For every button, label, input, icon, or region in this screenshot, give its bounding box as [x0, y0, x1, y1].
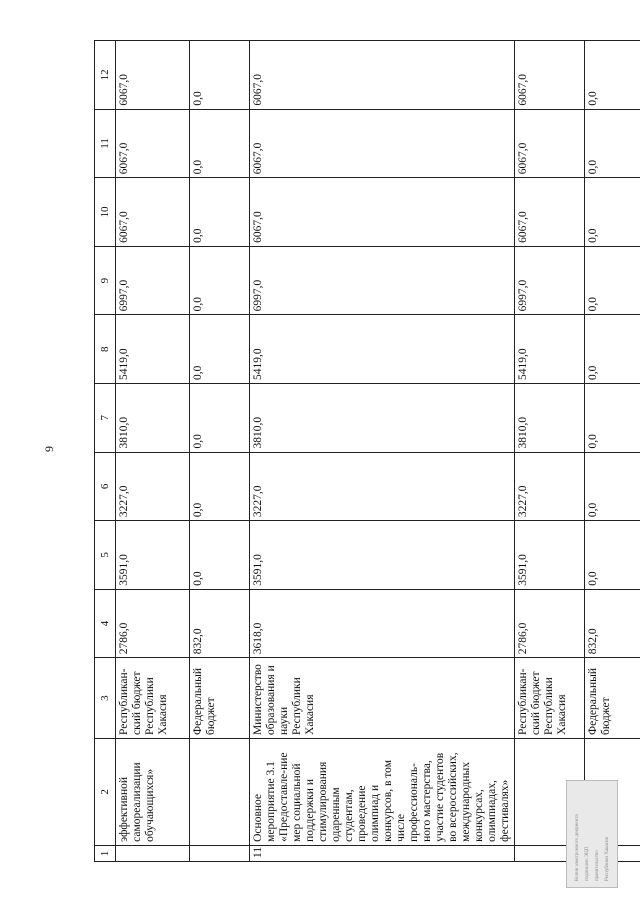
table-cell: 6067,0	[250, 109, 515, 178]
table-cell	[116, 845, 190, 861]
column-header: 4	[95, 589, 116, 658]
table-cell: 3591,0	[116, 521, 190, 590]
table-cell: 3810,0	[250, 383, 515, 452]
table-cell: 0,0	[190, 41, 250, 110]
table-row	[250, 41, 515, 862]
table-cell: 3618,0	[250, 589, 515, 658]
table-cell: 6067,0	[250, 178, 515, 247]
table-cell: 5419,0	[515, 315, 585, 384]
table-cell: 2786,0	[116, 589, 190, 658]
table-cell: 0,0	[190, 109, 250, 178]
table-cell: 6067,0	[250, 41, 515, 110]
table-cell: 6997,0	[515, 246, 585, 315]
table-cell: 0,0	[190, 383, 250, 452]
table-cell: 5419,0	[116, 315, 190, 384]
table-cell: 3227,0	[250, 452, 515, 521]
table-cell: 0,0	[585, 452, 640, 521]
header-row	[95, 41, 116, 862]
table-row	[116, 41, 190, 862]
column-header: 6	[95, 452, 116, 521]
table-cell: 3227,0	[515, 452, 585, 521]
table-cell: 3227,0	[116, 452, 190, 521]
column-header: 11	[95, 109, 116, 178]
table-cell: 6067,0	[515, 178, 585, 247]
column-header: 10	[95, 178, 116, 247]
page-number: 9	[42, 446, 56, 452]
column-header: 1	[95, 845, 116, 861]
table-cell: 0,0	[585, 109, 640, 178]
table-row	[190, 41, 250, 862]
table-cell: Республикан-ский бюджет Республики Хакасия	[116, 658, 190, 739]
column-header: 2	[95, 738, 116, 845]
table-cell	[190, 738, 250, 845]
rotated-table-container	[94, 40, 630, 862]
table-cell: 0,0	[190, 246, 250, 315]
table-cell: Федеральный бюджет	[585, 658, 640, 739]
table-cell: Республикан-ский бюджет Республики Хакасия	[515, 658, 585, 739]
table-cell	[190, 845, 250, 861]
table-cell: эффективной самореализации обучающихся»	[116, 738, 190, 845]
column-header: 7	[95, 383, 116, 452]
table-cell: 6067,0	[116, 109, 190, 178]
table-body	[116, 41, 640, 862]
column-header: 8	[95, 315, 116, 384]
column-header: 12	[95, 41, 116, 110]
table-cell: 6067,0	[515, 41, 585, 110]
table-cell: 6067,0	[116, 178, 190, 247]
column-header: 5	[95, 521, 116, 590]
table-cell: Министерство образования и науки Республики Хакасия	[250, 658, 515, 739]
table-cell: 832,0	[585, 589, 640, 658]
table-cell: 3591,0	[250, 521, 515, 590]
table-cell: Федеральный бюджет	[190, 658, 250, 739]
table-cell: 6067,0	[515, 109, 585, 178]
table-cell: 0,0	[190, 521, 250, 590]
table-cell: 3810,0	[116, 383, 190, 452]
table-cell: 0,0	[190, 178, 250, 247]
table-cell: Основное мероприятие 3.1 «Предоставле-ние мер социальной поддержки и стимулирования одаренным студентам, проведение олимпиад и конкурсов, в том числе профессиональ-ного мастерства, участие студентов во всероссийских, международных конкурсах, олимпиадах, фестивалях»	[250, 738, 515, 845]
table-cell: 832,0	[190, 589, 250, 658]
table-cell: 0,0	[585, 246, 640, 315]
table-cell: 0,0	[190, 315, 250, 384]
column-header: 3	[95, 658, 116, 739]
table-cell: 6997,0	[250, 246, 515, 315]
table-row	[515, 41, 585, 862]
table-cell: 2786,0	[515, 589, 585, 658]
table-cell: 11	[250, 845, 515, 861]
column-header: 9	[95, 246, 116, 315]
table-cell: 0,0	[585, 315, 640, 384]
table-cell: 6067,0	[116, 41, 190, 110]
table-cell: 3810,0	[515, 383, 585, 452]
table-row	[585, 41, 640, 862]
budget-table	[94, 40, 640, 862]
table-cell: 0,0	[585, 521, 640, 590]
table-cell: 5419,0	[250, 315, 515, 384]
table-cell: 0,0	[585, 41, 640, 110]
table-cell: 3591,0	[515, 521, 585, 590]
stamp-image: Копия электронного документа подписано ЭЦП правительство Республики Хакасия	[566, 780, 618, 888]
table-cell: 0,0	[585, 178, 640, 247]
table-cell: 0,0	[190, 452, 250, 521]
table-cell: 0,0	[585, 383, 640, 452]
table-cell: 6997,0	[116, 246, 190, 315]
